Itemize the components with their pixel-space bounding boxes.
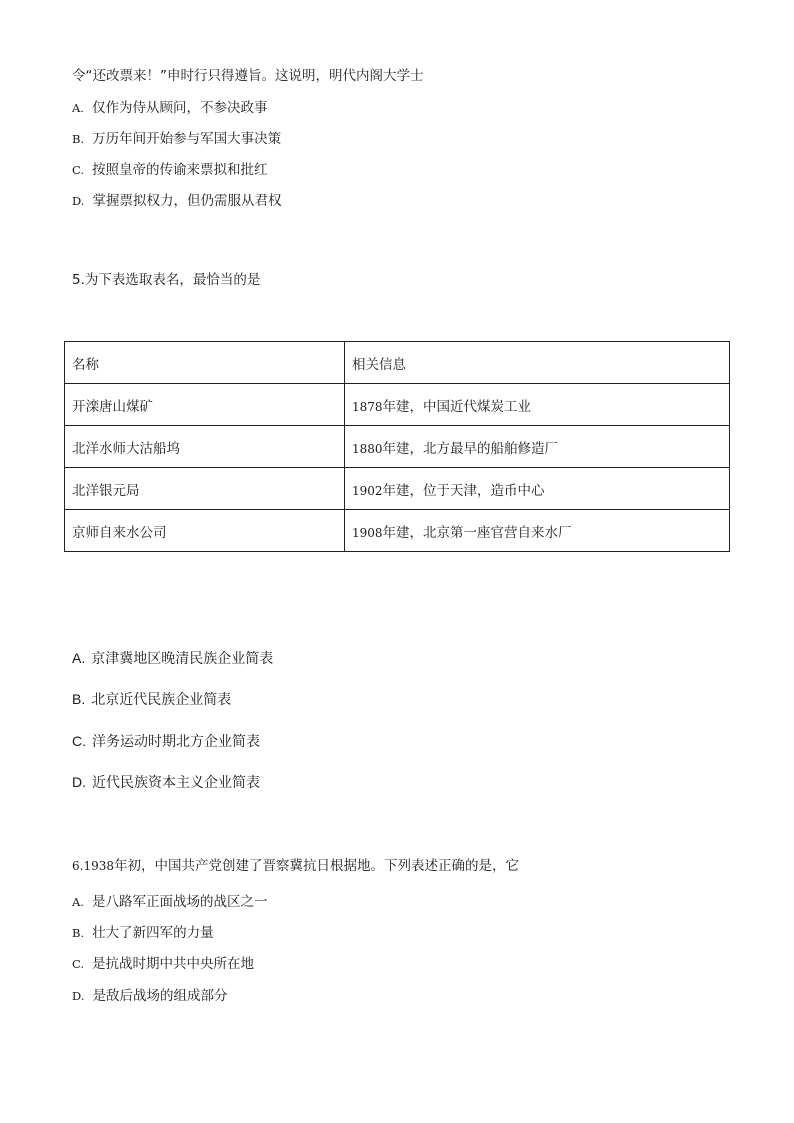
cell-info [345, 426, 730, 468]
cell-info [345, 384, 730, 426]
option-text: 洋务运动时期北方企业简表 [92, 734, 260, 750]
q4-option-c [72, 161, 268, 179]
cell-year: 1908 [352, 525, 383, 540]
q5-option-d [72, 773, 260, 792]
option-text: 是抗战时期中共中央所在地 [92, 956, 255, 972]
option-letter: A. [72, 895, 84, 909]
q4-option-a [72, 99, 267, 117]
option-text: 近代民族资本主义企业简表 [92, 775, 260, 791]
option-text: 是敌后战场的组成部分 [92, 988, 228, 1004]
option-letter: C. [72, 957, 85, 971]
option-text: 北京近代民族企业简表 [91, 692, 232, 708]
table-row [65, 384, 730, 426]
q6-option-b [72, 924, 214, 942]
table-row [65, 426, 730, 468]
option-letter: B. [72, 926, 85, 940]
option-text: 掌握票拟权力，但仍需服从君权 [92, 193, 282, 209]
option-text: 是八路军正面战场的战区之一 [91, 894, 268, 910]
q6-stem-number: 6.1938 [72, 859, 114, 873]
q5-option-b [72, 690, 231, 709]
cell-year: 1902 [352, 483, 383, 498]
q5-option-c [72, 732, 260, 751]
option-letter: D. [72, 774, 86, 790]
q4-option-d [72, 192, 281, 210]
q6-option-c [72, 955, 254, 973]
cell-info-text: 年建，北京第一座官营自来水厂 [382, 524, 572, 541]
q6-option-a [72, 893, 267, 911]
q6-option-d [72, 987, 227, 1005]
cell-info-text: 年建，中国近代煤炭工业 [382, 398, 532, 415]
option-letter: C. [72, 163, 85, 177]
table-row [65, 510, 730, 552]
cell-name: 京师自来水公司 [65, 510, 345, 552]
option-text: 万历年间开始参与军国大事决策 [92, 131, 282, 147]
option-text: 按照皇帝的传谕来票拟和批红 [92, 162, 268, 178]
option-letter: B. [72, 132, 85, 146]
cell-name: 开滦唐山煤矿 [65, 384, 345, 426]
q6-stem-text: 年初，中国共产党创建了晋察冀抗日根据地。下列表述正确的是，它 [114, 858, 519, 874]
cell-year: 1878 [352, 399, 383, 414]
q5-stem: 5.为下表选取表名，最恰当的是 [72, 272, 261, 288]
option-text: 京津冀地区晚清民族企业简表 [91, 651, 274, 667]
enterprise-table [64, 341, 730, 552]
cell-info-text: 年建，位于天津，造币中心 [382, 482, 545, 499]
cell-name: 北洋水师大沽船坞 [65, 426, 345, 468]
table-header-row [65, 342, 730, 384]
header-info: 相关信息 [345, 342, 730, 384]
cell-year: 1880 [352, 441, 383, 456]
option-letter: D. [72, 194, 85, 208]
cell-info-text: 年建，北方最早的船舶修造厂 [382, 440, 559, 457]
cell-info [345, 468, 730, 510]
q4-option-b [72, 130, 281, 148]
option-letter: B. [72, 691, 86, 707]
option-letter: A. [72, 650, 86, 666]
option-text: 仅作为侍从顾问，不参决政事 [91, 100, 268, 116]
option-letter: D. [72, 989, 85, 1003]
cell-info [345, 510, 730, 552]
cell-name: 北洋银元局 [65, 468, 345, 510]
table-row [65, 468, 730, 510]
option-letter: C. [72, 733, 86, 749]
q6-stem [72, 857, 519, 875]
q4-stem-tail: 令“还改票来！”申时行只得遵旨。这说明，明代内阁大学士 [72, 68, 424, 84]
option-letter: A. [72, 101, 84, 115]
header-name: 名称 [65, 342, 345, 384]
q5-option-a [72, 649, 273, 668]
option-text: 壮大了新四军的力量 [92, 925, 214, 941]
